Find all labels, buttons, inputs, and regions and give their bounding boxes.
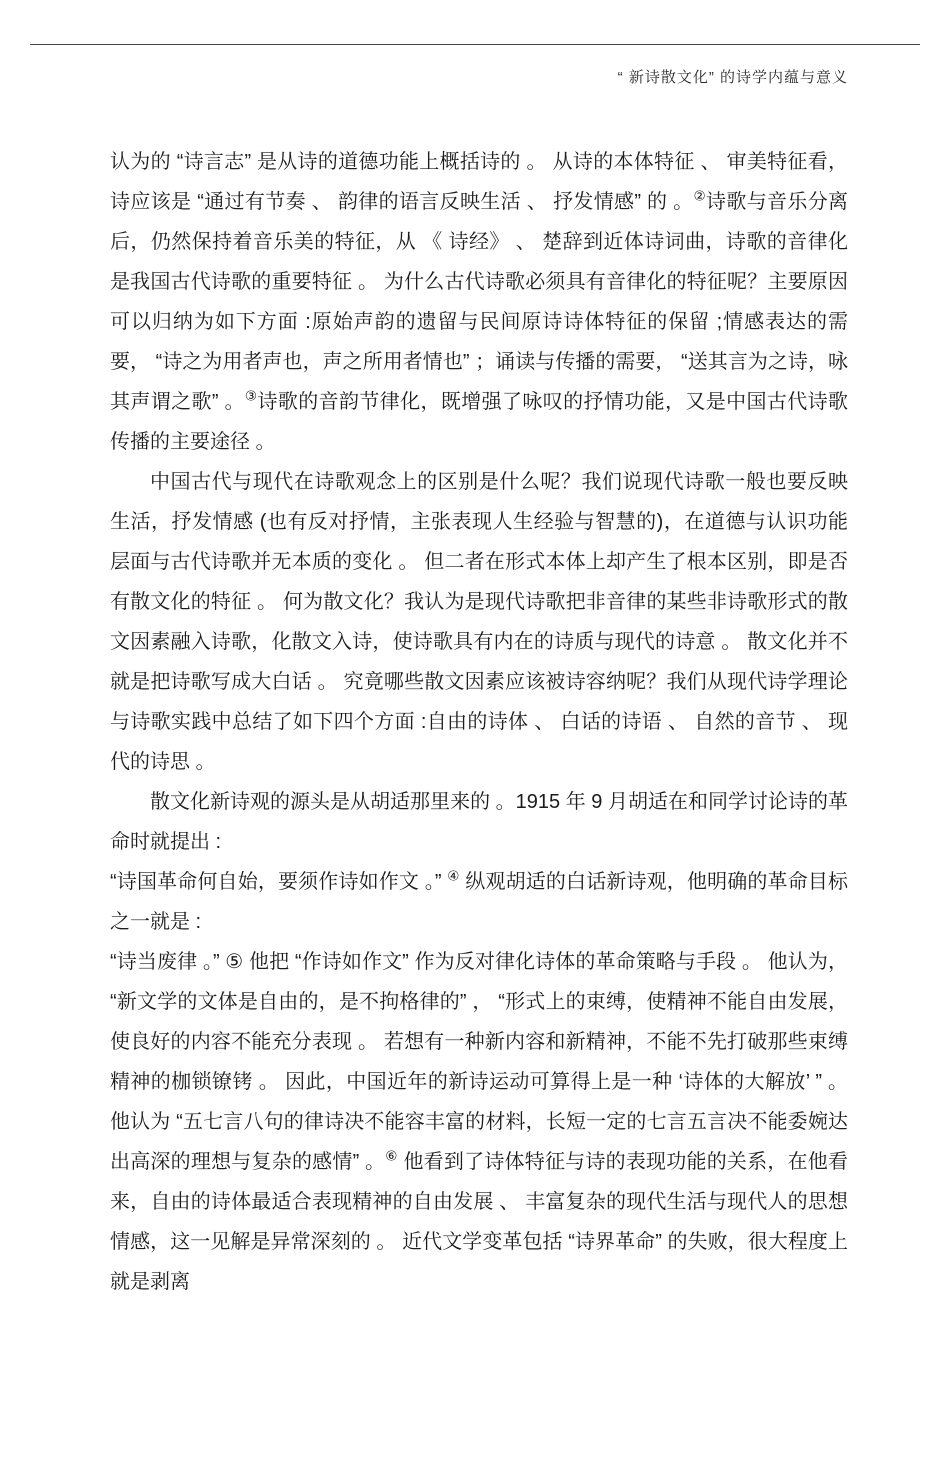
footnote-marker: ② (693, 188, 707, 204)
footnote-marker: ⑥ (385, 1148, 398, 1164)
body-text (110, 142, 848, 1302)
paragraph: 散文化新诗观的源头是从胡适那里来的 。1915 年 9 月胡适在和同学讨论诗的革命时就提出 : (110, 791, 848, 853)
paragraph: 中国古代与现代在诗歌观念上的区别是什么呢？我们说现代诗歌一般也要反映生活，抒发情感 (也有反对抒情，主张表现人生经验与智慧的)，在道德与认识功能层面与古代诗歌并无本质的变化 。 但二者在形式本体上却产生了根本区别，即是否有散文化的特征 。 何为散文化？我认为是现代诗歌把非音律的某些非诗歌形式的散文因素融入诗歌，化散文入诗，使诗歌具有内在的诗质与现代的诗意 。 散文化并不就是把诗歌写成大白话 。 究竟哪些散文因素应该被诗容纳呢？我们从现代诗学理论与诗歌实践中总结了如下四个方面 :自由的诗体 、 白话的诗语 、 自然的音节 、 现代的诗思 。 (110, 471, 848, 773)
footnote-marker: ④ (447, 868, 460, 884)
paragraph: “诗当废律 。” ⑤ 他把 “作诗如作文” 作为反对律化诗体的革命策略与手段 。 他认为， “新文学的文体是自由的，是不拘格律的” ， “形式上的束缚，使精神不能自由发展，使良好的内容不能充分表现 。 若想有一种新内容和新精神，不能不先打破那些束缚精神的枷锁镣铐 。 因此，中国近年的新诗运动可算得上是一种 ‘诗体的大解放’ ” 。 他认为 “五七言八句的律诗决不能容丰富的材料，长短一定的七言五言决不能委婉达出高深的理想与复杂的感情” 。⑥ 他看到了诗体特征与诗的表现功能的关系，在他看来，自由的诗体最适合表现精神的自由发展 、 丰富复杂的现代生活与现代人的思想情感，这一见解是异常深刻的 。 近代文学变革包括 “诗界革命” 的失败，很大程度上就是剥离 (110, 951, 849, 1293)
footnote-marker: ③ (244, 388, 258, 404)
paragraph: 认为的 “诗言志” 是从诗的道德功能上概括诗的 。 从诗的本体特征 、 审美特征看，诗应该是 “通过有节奏 、 韵律的语言反映生活 、 抒发情感” 的 。②诗歌与音乐分离后，仍然保持着音乐美的特征，从 《 诗经》 、 楚辞到近体诗词曲，诗歌的音律化是我国古代诗歌的重要特征 。 为什么古代诗歌必须具有音律化的特征呢？主要原因可以归纳为如下方面 :原始声韵的遗留与民间原诗诗体特征的保留 ;情感表达的需要， “诗之为用者声也，声之所用者情也” ；诵读与传播的需要， “送其言为之诗，咏其声谓之歌” 。③诗歌的音韵节律化，既增强了咏叹的抒情功能，又是中国古代诗歌传播的主要途径 。 (110, 151, 849, 453)
header-divider (30, 44, 920, 45)
paragraph: “诗国革命何自始，要须作诗如作文 。” ④ 纵观胡适的白话新诗观，他明确的革命目标之一就是 : (110, 868, 848, 933)
running-head-title: “ 新诗散文化” 的诗学内蕴与意义 (617, 69, 848, 86)
